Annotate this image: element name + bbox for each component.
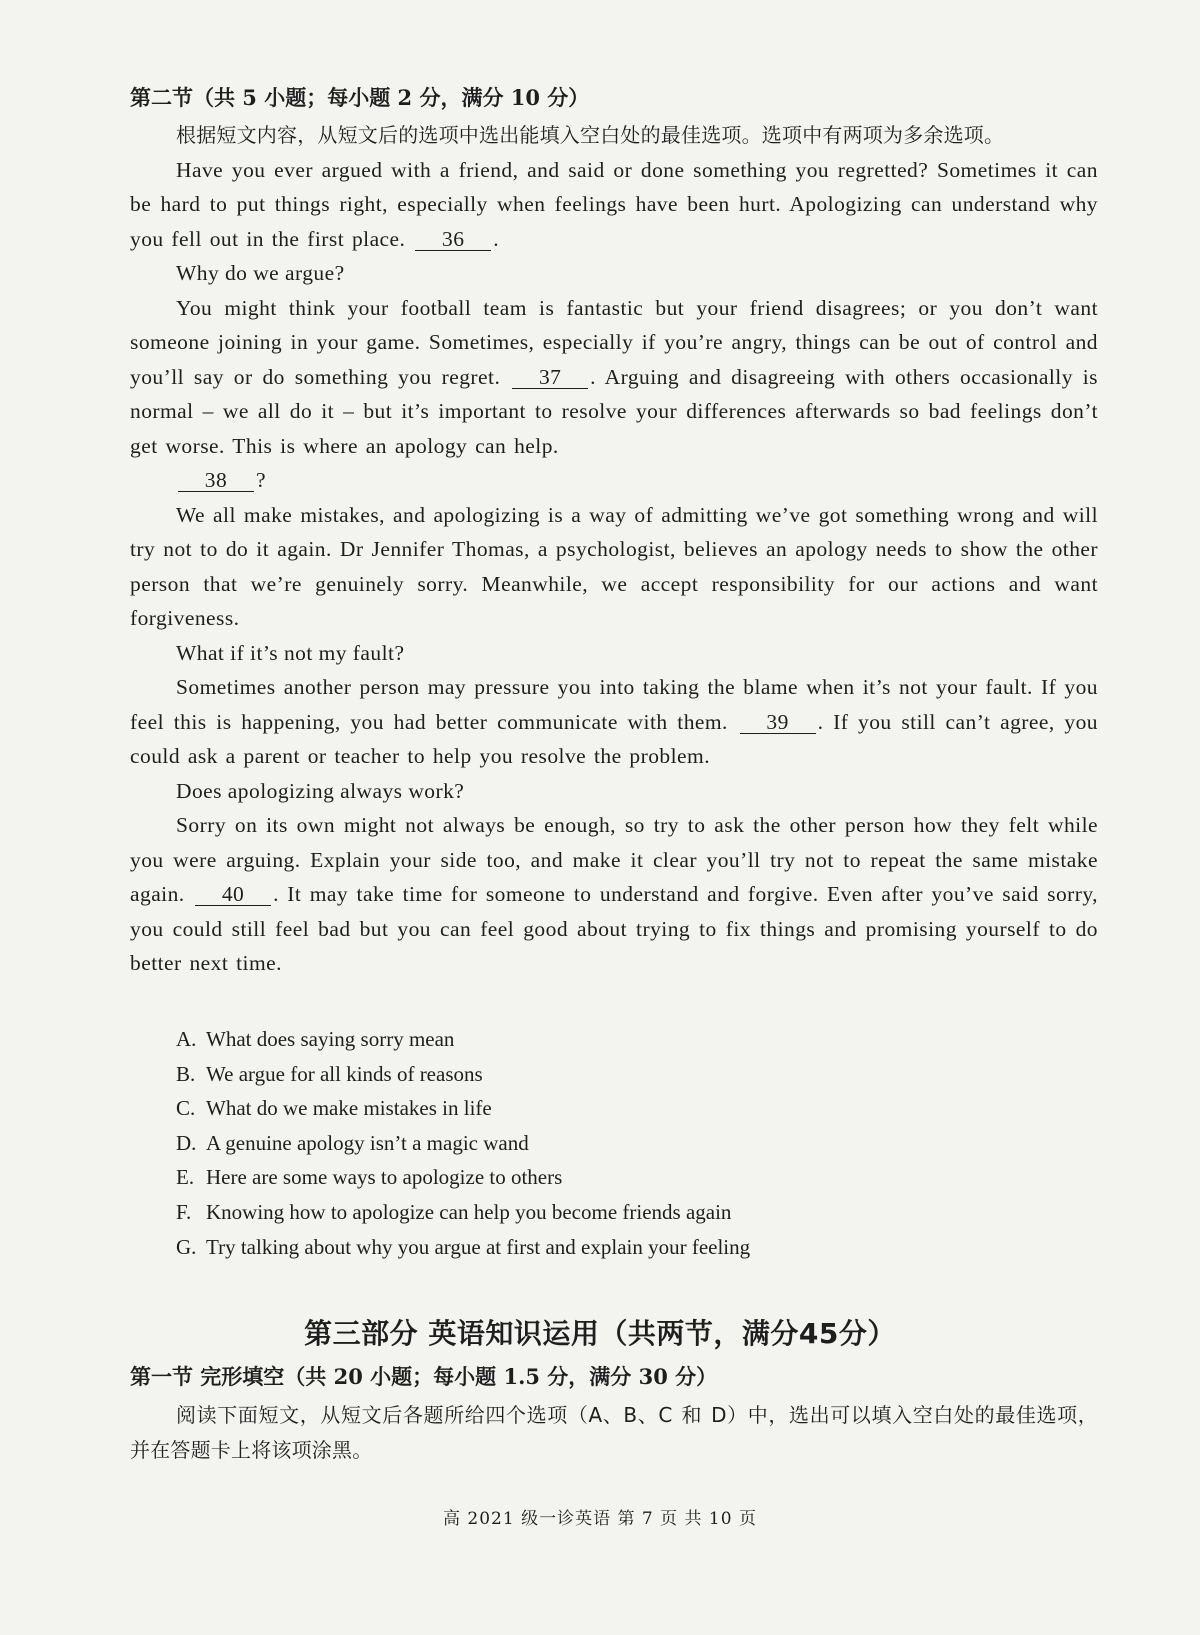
option-d: D. A genuine apology isn’t a magic wand (176, 1130, 529, 1155)
cloze-section-heading: 第一节 完形填空（共 20 小题；每小题 1.5 分，满分 30 分） (130, 1364, 718, 1389)
subheading-not-my-fault: What if it’s not my fault? (176, 640, 405, 665)
blank-39: 39 (740, 711, 816, 734)
option-b: B. We argue for all kinds of reasons (176, 1061, 483, 1086)
subheading-why-argue: Why do we argue? (176, 261, 345, 285)
subheading-always-work: Does apologizing always work? (176, 778, 465, 803)
part3-title: 第三部分 英语知识运用（共两节，满分45分） (304, 1317, 896, 1350)
paragraph-1: Have you ever argued with a friend, and said or done something you regretted? Sometimes it can be hard to put things right, especially when feelings have been hurt. Apologizing can understand why you fell out in the first place. 36 . (130, 157, 1098, 251)
section2-instruction: 根据短文内容，从短文后的选项中选出能填入空白处的最佳选项。选项中有两项为多余选项。 (176, 123, 1005, 147)
cloze-instruction-block (130, 1398, 1098, 1467)
paragraph-4: Sometimes another person may pressure you into taking the blame when it’s not your fault. If you feel this is happening, you had better communicate with them. 39 . If you still can’t agree, you could ask a parent or teacher to help you resolve the problem. (130, 675, 1098, 768)
option-c: C. What do we make mistakes in life (176, 1096, 492, 1121)
blank-36: 36 (415, 228, 491, 251)
paragraph-3: We all make mistakes, and apologizing is a way of admitting we’ve got something wrong and will try not to do it again. Dr Jennifer Thomas, a psychologist, believes an apology needs to show the other person that we’re genuinely sorry. Meanwhile, we accept responsibility for our actions and want forgiveness. (130, 502, 1098, 630)
paragraph-5: Sorry on its own might not always be enough, so try to ask the other person how they felt while you were arguing. Explain your side too, and make it clear you’ll try not to repeat the same mistake again. 40 . It may take time for someone to understand and forgive. Even after you’ve said sorry, you could still feel bad but you can feel good about trying to fix things and promising yourself to do better next time. (130, 813, 1098, 975)
reading-passage (130, 118, 1098, 981)
blank-38: 38 (178, 469, 254, 492)
option-f: F. Knowing how to apologize can help you become friends again (176, 1199, 732, 1224)
section2-heading: 第二节（共 5 小题；每小题 2 分，满分 10 分） (130, 85, 590, 110)
blank-40: 40 (195, 883, 271, 906)
option-e: E. Here are some ways to apologize to others (176, 1165, 563, 1190)
option-g: G. Try talking about why you argue at first and explain your feeling (176, 1234, 751, 1259)
cloze-instruction: 阅读下面短文，从短文后各题所给四个选项（A、B、C 和 D）中，选出可以填入空白处的最佳选项，并在答题卡上将该项涂黑。 (130, 1403, 1098, 1462)
page-footer: 高 2021 级一诊英语 第 7 页 共 10 页 (443, 1509, 757, 1529)
paragraph-2: You might think your football team is fantastic but your friend disagrees; or you don’t want someone joining in your game. Sometimes, especially if you’re angry, things can be out of control and you’ll say or do something you regret. 37 . Arguing and disagreeing with others occasionally is normal – we all do it – but it’s important to resolve your differences afterwards so bad feelings don’t get worse. This is where an apology can help. (130, 295, 1099, 458)
option-a: A. What does saying sorry mean (176, 1027, 455, 1051)
blank-37: 37 (512, 366, 588, 389)
answer-options (176, 1022, 750, 1264)
subheading-blank-38: 38 ? (130, 463, 1098, 498)
